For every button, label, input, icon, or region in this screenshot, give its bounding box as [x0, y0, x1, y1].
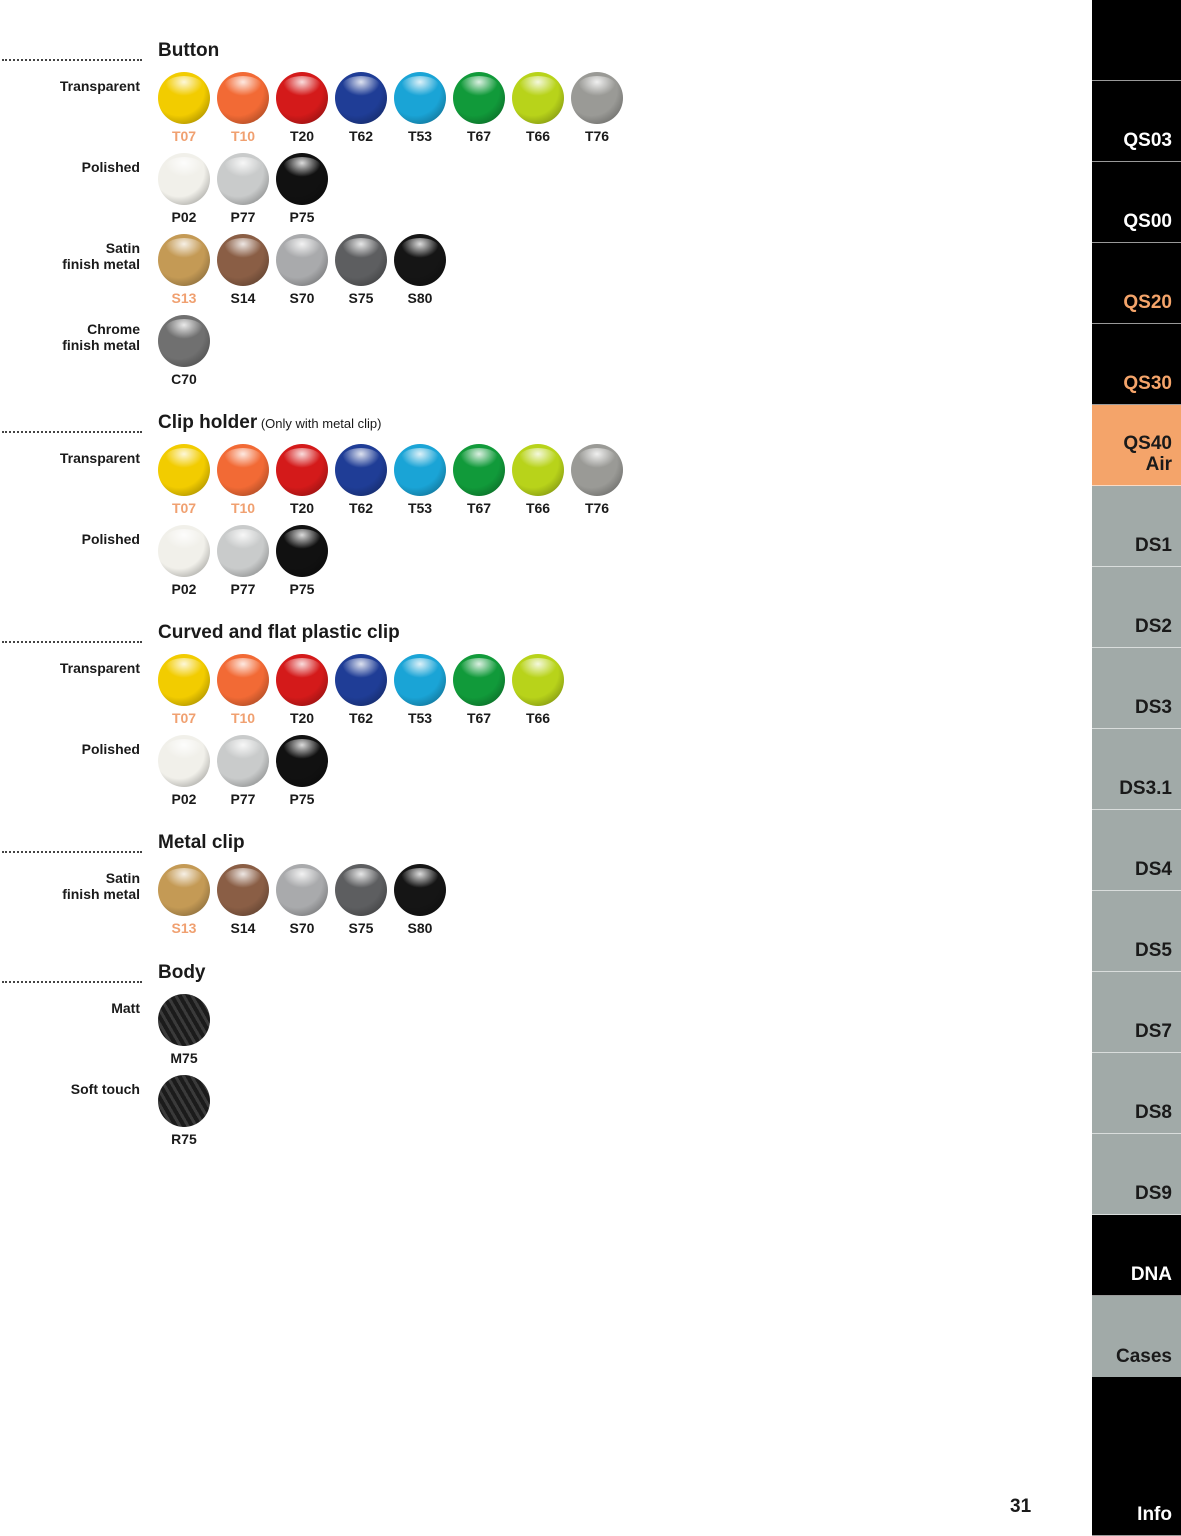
swatch-t53 — [394, 654, 448, 730]
swatch-ball — [394, 444, 446, 496]
swatch-r75 — [158, 1075, 212, 1151]
swatch-code: T53 — [407, 500, 433, 516]
swatch-ball — [158, 864, 210, 916]
gloss-highlight — [460, 448, 498, 468]
swatch-code: S13 — [171, 290, 197, 306]
section-note: (Only with metal clip) — [257, 416, 382, 431]
swatch-ball — [158, 994, 210, 1046]
page-number: 31 — [1010, 1496, 1032, 1517]
swatch-t53 — [394, 72, 448, 148]
swatch-ball — [158, 444, 210, 496]
gloss-highlight — [283, 238, 321, 258]
gloss-highlight — [224, 157, 262, 177]
swatch-ball — [335, 234, 387, 286]
swatch-code: T62 — [348, 710, 374, 726]
swatch-s14 — [217, 864, 271, 940]
swatch-p02 — [158, 153, 212, 229]
swatch-ball — [217, 864, 269, 916]
sidebar-tab-ds7[interactable] — [1092, 972, 1181, 1053]
finish-label: Polished — [81, 531, 140, 547]
sidebar-tab-info[interactable] — [1092, 1458, 1181, 1536]
swatch-code: S70 — [289, 290, 315, 306]
gloss-highlight — [283, 76, 321, 96]
swatch-p77 — [217, 525, 271, 601]
gloss-highlight — [283, 448, 321, 468]
gloss-highlight — [283, 658, 321, 678]
section-heading-body — [158, 962, 206, 984]
sidebar-tab-label: DS8 — [1135, 1102, 1172, 1123]
gloss-highlight — [342, 658, 380, 678]
swatch-row — [158, 153, 335, 229]
swatch-ball — [394, 72, 446, 124]
swatch-ball — [276, 654, 328, 706]
swatch-ball — [335, 444, 387, 496]
swatch-t76 — [571, 444, 625, 520]
swatch-code: T53 — [407, 710, 433, 726]
section-heading-clip-holder — [158, 412, 381, 434]
swatch-code: T67 — [466, 128, 492, 144]
swatch-row — [158, 994, 217, 1070]
dotted-leader — [2, 431, 142, 433]
swatch-code: T66 — [525, 500, 551, 516]
swatch-t20 — [276, 72, 330, 148]
sidebar-tab-cases[interactable] — [1092, 1296, 1181, 1377]
finish-label: Matt — [111, 1000, 140, 1016]
finish-label: Satin finish metal — [62, 870, 140, 902]
swatch-ball — [571, 72, 623, 124]
swatch-s80 — [394, 234, 448, 310]
gloss-highlight — [283, 157, 321, 177]
swatch-t07 — [158, 72, 212, 148]
swatch-code: T07 — [171, 128, 197, 144]
swatch-ball — [217, 234, 269, 286]
swatch-ball — [158, 525, 210, 577]
swatch-ball — [453, 444, 505, 496]
swatch-code: T67 — [466, 500, 492, 516]
finish-label: Polished — [81, 159, 140, 175]
swatch-ball — [512, 654, 564, 706]
swatch-ball — [158, 315, 210, 367]
swatch-ball — [217, 72, 269, 124]
swatch-ball — [158, 735, 210, 787]
finish-label: Transparent — [59, 450, 140, 466]
swatch-s75 — [335, 864, 389, 940]
finish-label: Soft touch — [70, 1081, 140, 1097]
swatch-t62 — [335, 654, 389, 730]
gloss-highlight — [401, 238, 439, 258]
swatch-code: T10 — [230, 128, 256, 144]
swatch-code: S14 — [230, 290, 256, 306]
section-heading-curved-and-flat-plastic-clip — [158, 622, 400, 644]
gloss-highlight — [460, 76, 498, 96]
gloss-highlight — [165, 157, 203, 177]
gloss-highlight — [165, 448, 203, 468]
swatch-s13 — [158, 234, 212, 310]
finish-label: Polished — [81, 741, 140, 757]
dotted-leader — [2, 59, 142, 61]
sidebar-tab-dna[interactable] — [1092, 1215, 1181, 1296]
swatch-ball — [276, 864, 328, 916]
gloss-highlight — [283, 868, 321, 888]
swatch-ball — [335, 654, 387, 706]
swatch-ball — [158, 234, 210, 286]
swatch-code: T76 — [584, 128, 610, 144]
sidebar-tab-label: QS20 — [1123, 292, 1172, 313]
gloss-highlight — [224, 739, 262, 759]
swatch-row — [158, 315, 217, 391]
gloss-highlight — [342, 868, 380, 888]
swatch-t66 — [512, 72, 566, 148]
swatch-ball — [217, 525, 269, 577]
swatch-code: T07 — [171, 500, 197, 516]
swatch-ball — [453, 72, 505, 124]
sidebar-tab-label: QS40 Air — [1123, 433, 1172, 475]
swatch-ball — [158, 654, 210, 706]
sidebar-tab-ds4[interactable] — [1092, 810, 1181, 891]
swatch-code: T10 — [230, 710, 256, 726]
sidebar-tab-label: QS00 — [1123, 211, 1172, 232]
gloss-highlight — [578, 448, 616, 468]
sidebar-tab-qs03[interactable] — [1092, 81, 1181, 162]
gloss-highlight — [283, 529, 321, 549]
swatch-code: T20 — [289, 128, 315, 144]
swatch-code: T62 — [348, 128, 374, 144]
sidebar-tab-ds1[interactable] — [1092, 486, 1181, 567]
gloss-highlight — [224, 658, 262, 678]
swatch-t66 — [512, 654, 566, 730]
swatch-ball — [276, 234, 328, 286]
swatch-code: P77 — [230, 209, 256, 225]
dotted-leader — [2, 851, 142, 853]
gloss-highlight — [401, 76, 439, 96]
swatch-code: T76 — [584, 500, 610, 516]
swatch-ball — [276, 153, 328, 205]
gloss-highlight — [224, 76, 262, 96]
swatch-ball — [571, 444, 623, 496]
swatch-code: T66 — [525, 128, 551, 144]
gloss-highlight — [165, 658, 203, 678]
sidebar-tab-ds2[interactable] — [1092, 567, 1181, 648]
sidebar-tab-label: DS7 — [1135, 1021, 1172, 1042]
swatch-ball — [217, 444, 269, 496]
swatch-c70 — [158, 315, 212, 391]
gloss-highlight — [165, 868, 203, 888]
swatch-ball — [217, 153, 269, 205]
section-heading-text: Button — [158, 40, 220, 61]
sidebar-spacer — [1092, 0, 1181, 81]
swatch-row — [158, 1075, 217, 1151]
swatch-t20 — [276, 654, 330, 730]
swatch-ball — [158, 1075, 210, 1127]
gloss-highlight — [283, 739, 321, 759]
swatch-row — [158, 444, 630, 520]
product-sidebar — [1092, 0, 1181, 1536]
swatch-ball — [453, 654, 505, 706]
sidebar-tab-label: DS2 — [1135, 616, 1172, 637]
swatch-code: P77 — [230, 581, 256, 597]
swatch-row — [158, 72, 630, 148]
swatch-row — [158, 735, 335, 811]
sidebar-tab-ds3-1[interactable] — [1092, 729, 1181, 810]
swatch-code: S75 — [348, 290, 374, 306]
swatch-ball — [276, 525, 328, 577]
gloss-highlight — [342, 448, 380, 468]
swatch-code: P02 — [171, 791, 197, 807]
swatch-t10 — [217, 654, 271, 730]
swatch-code: T20 — [289, 710, 315, 726]
swatch-code: T67 — [466, 710, 492, 726]
gloss-highlight — [460, 658, 498, 678]
swatch-code: T10 — [230, 500, 256, 516]
swatch-ball — [276, 735, 328, 787]
swatch-p75 — [276, 525, 330, 601]
swatch-ball — [512, 72, 564, 124]
gloss-highlight — [165, 739, 203, 759]
swatch-code: P02 — [171, 581, 197, 597]
swatch-ball — [217, 654, 269, 706]
swatch-t62 — [335, 72, 389, 148]
swatch-p77 — [217, 735, 271, 811]
swatch-row — [158, 525, 335, 601]
swatch-t67 — [453, 72, 507, 148]
swatch-code: P75 — [289, 209, 315, 225]
swatch-ball — [335, 864, 387, 916]
swatch-p75 — [276, 735, 330, 811]
swatch-ball — [512, 444, 564, 496]
swatch-ball — [276, 444, 328, 496]
swatch-code: T66 — [525, 710, 551, 726]
gloss-highlight — [519, 658, 557, 678]
sidebar-tab-qs30[interactable] — [1092, 324, 1181, 405]
swatch-code: S80 — [407, 290, 433, 306]
swatch-row — [158, 654, 571, 730]
gloss-highlight — [519, 448, 557, 468]
gloss-highlight — [519, 76, 557, 96]
swatch-ball — [394, 864, 446, 916]
gloss-highlight — [224, 868, 262, 888]
swatch-t07 — [158, 444, 212, 520]
swatch-code: T07 — [171, 710, 197, 726]
sidebar-tab-ds8[interactable] — [1092, 1053, 1181, 1134]
section-heading-metal-clip — [158, 832, 245, 854]
sidebar-tab-label: DS4 — [1135, 859, 1172, 880]
gloss-highlight — [401, 448, 439, 468]
swatch-m75 — [158, 994, 212, 1070]
swatch-code: S80 — [407, 920, 433, 936]
swatch-code: P77 — [230, 791, 256, 807]
gloss-highlight — [401, 658, 439, 678]
swatch-t53 — [394, 444, 448, 520]
sidebar-tab-label: DS9 — [1135, 1183, 1172, 1204]
swatch-s13 — [158, 864, 212, 940]
swatch-ball — [276, 72, 328, 124]
section-heading-text: Clip holder — [158, 412, 258, 433]
swatch-code: S70 — [289, 920, 315, 936]
swatch-t67 — [453, 654, 507, 730]
swatch-p75 — [276, 153, 330, 229]
dotted-leader — [2, 641, 142, 643]
swatch-ball — [394, 234, 446, 286]
swatch-t10 — [217, 444, 271, 520]
swatch-ball — [158, 72, 210, 124]
swatch-t62 — [335, 444, 389, 520]
gloss-highlight — [165, 319, 203, 339]
swatch-code: M75 — [170, 1050, 198, 1066]
sidebar-spacer — [1092, 1377, 1181, 1458]
swatch-t07 — [158, 654, 212, 730]
sidebar-tab-label: Info — [1137, 1504, 1172, 1525]
sidebar-tab-label: DS5 — [1135, 940, 1172, 961]
sidebar-tab-label: DNA — [1130, 1264, 1172, 1285]
finish-label: Chrome finish metal — [62, 321, 140, 353]
swatch-code: S13 — [171, 920, 197, 936]
sidebar-tab-ds3[interactable] — [1092, 648, 1181, 729]
swatch-t20 — [276, 444, 330, 520]
swatch-s75 — [335, 234, 389, 310]
sidebar-tab-label: DS1 — [1135, 535, 1172, 556]
sidebar-tab-ds9[interactable] — [1092, 1134, 1181, 1215]
gloss-highlight — [342, 76, 380, 96]
sidebar-tab-qs40-air[interactable] — [1092, 405, 1181, 486]
swatch-code: P02 — [171, 209, 197, 225]
swatch-ball — [158, 153, 210, 205]
swatch-code: T20 — [289, 500, 315, 516]
gloss-highlight — [165, 529, 203, 549]
sidebar-tab-label: QS03 — [1123, 130, 1172, 151]
swatch-code: R75 — [171, 1131, 197, 1147]
swatch-s70 — [276, 234, 330, 310]
swatch-row — [158, 234, 453, 310]
swatch-s80 — [394, 864, 448, 940]
swatch-t10 — [217, 72, 271, 148]
swatch-ball — [217, 735, 269, 787]
sidebar-tab-ds5[interactable] — [1092, 891, 1181, 972]
finish-label: Satin finish metal — [62, 240, 140, 272]
swatch-row — [158, 864, 453, 940]
sidebar-tab-qs00[interactable] — [1092, 162, 1181, 243]
swatch-code: T62 — [348, 500, 374, 516]
gloss-highlight — [401, 868, 439, 888]
section-heading-text: Curved and flat plastic clip — [158, 622, 400, 643]
sidebar-tab-label: DS3.1 — [1119, 778, 1172, 799]
finish-label: Transparent — [59, 660, 140, 676]
sidebar-tab-label: DS3 — [1135, 697, 1172, 718]
swatch-ball — [394, 654, 446, 706]
gloss-highlight — [165, 238, 203, 258]
swatch-p02 — [158, 525, 212, 601]
swatch-code: P75 — [289, 791, 315, 807]
section-heading-text: Body — [158, 962, 206, 983]
swatch-code: S75 — [348, 920, 374, 936]
swatch-t76 — [571, 72, 625, 148]
swatch-code: S14 — [230, 920, 256, 936]
swatch-code: C70 — [171, 371, 197, 387]
sidebar-tab-label: QS30 — [1123, 373, 1172, 394]
swatch-s14 — [217, 234, 271, 310]
section-heading-text: Metal clip — [158, 832, 245, 853]
dotted-leader — [2, 981, 142, 983]
swatch-ball — [335, 72, 387, 124]
gloss-highlight — [224, 448, 262, 468]
swatch-t67 — [453, 444, 507, 520]
section-heading-button — [158, 40, 219, 62]
swatch-code: P75 — [289, 581, 315, 597]
gloss-highlight — [224, 238, 262, 258]
sidebar-tab-qs20[interactable] — [1092, 243, 1181, 324]
gloss-highlight — [578, 76, 616, 96]
swatch-code: T53 — [407, 128, 433, 144]
swatch-p77 — [217, 153, 271, 229]
gloss-highlight — [224, 529, 262, 549]
gloss-highlight — [342, 238, 380, 258]
swatch-p02 — [158, 735, 212, 811]
swatch-s70 — [276, 864, 330, 940]
finish-label: Transparent — [59, 78, 140, 94]
swatch-t66 — [512, 444, 566, 520]
sidebar-tab-label: Cases — [1116, 1346, 1172, 1367]
gloss-highlight — [165, 76, 203, 96]
